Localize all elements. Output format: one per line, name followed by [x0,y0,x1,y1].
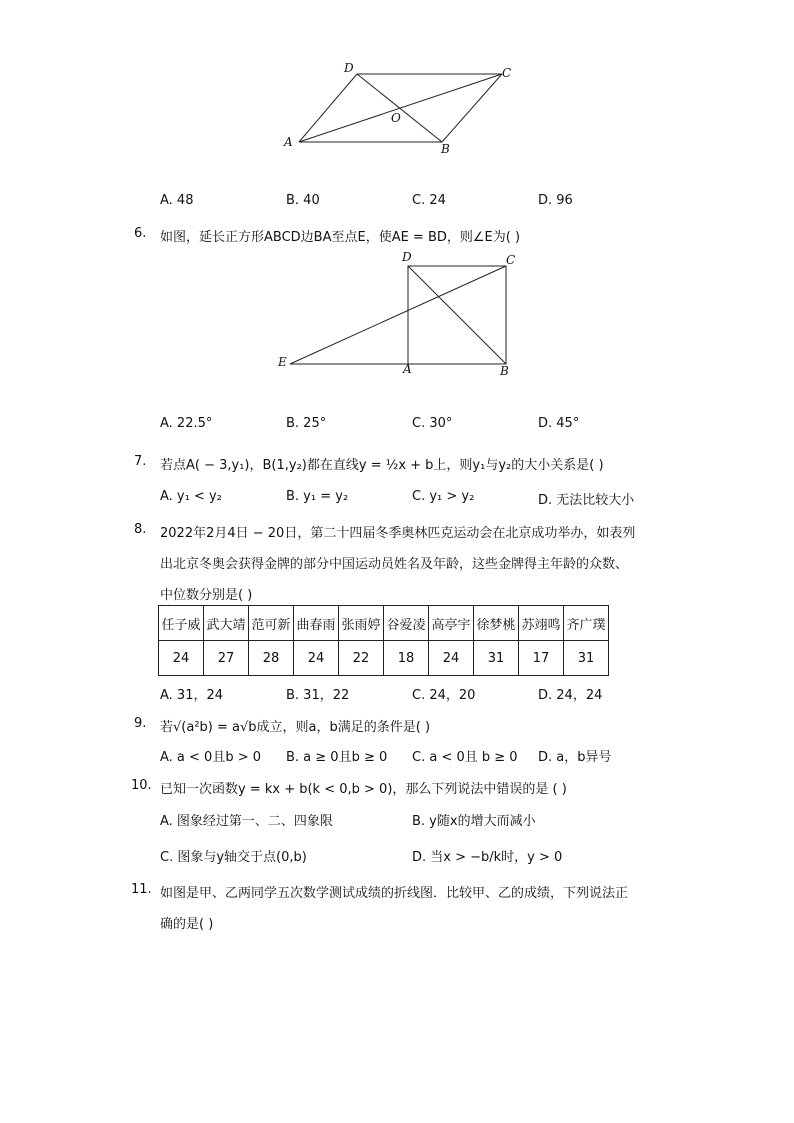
label-O: O [391,111,401,125]
q7-stem: 若点A( − 3,y₁)，B(1,y₂)都在直线y = ½x + b上，则y₁与y₂的大小关系是( ) [160,458,604,473]
label-C: C [502,66,512,80]
table-cell: 齐广璞 [564,606,609,641]
q6-option-d: D. 45° [538,416,580,431]
q7-option-a: A. y₁ < y₂ [160,489,222,504]
table-row-names [159,606,609,641]
label-B: B [441,142,450,156]
q7-option-b: B. y₁ = y₂ [286,489,349,504]
parallelogram-figure [270,55,530,165]
table-cell: 24 [159,641,204,676]
q11-stem-line-1: 如图是甲、乙两同学五次数学测试成绩的折线图．比较甲、乙的成绩，下列说法正 [160,886,629,901]
table-row-ages [159,641,609,676]
table-cell: 徐梦桃 [474,606,519,641]
q8-option-b: B. 31，22 [286,688,350,703]
table-cell: 曲春雨 [294,606,339,641]
label-D: D [344,61,354,75]
table-cell: 张雨婷 [339,606,384,641]
table-cell: 任子威 [159,606,204,641]
table-cell: 17 [519,641,564,676]
q10-option-c: C. 图象与y轴交于点(0,b) [160,850,307,865]
table-cell: 范可新 [249,606,294,641]
table-cell: 22 [339,641,384,676]
q5-option-d: D. 96 [538,193,573,208]
label-D: D [402,250,412,264]
label-A: A [284,135,293,149]
q11-number: 11. [131,882,152,897]
table-cell: 高亭宇 [429,606,474,641]
label-C: C [506,253,516,267]
table-cell: 24 [294,641,339,676]
athlete-age-table [158,605,609,676]
table-cell: 武大靖 [204,606,249,641]
table-cell: 18 [384,641,429,676]
q6-option-c: C. 30° [412,416,453,431]
q8-stem-line-2: 出北京冬奥会获得金牌的部分中国运动员姓名及年龄，这些金牌得主年龄的众数、 [160,557,629,572]
q10-stem: 已知一次函数y = kx + b(k < 0,b > 0)，那么下列说法中错误的是 ( ) [160,782,567,797]
q6-stem: 如图，延长正方形ABCD边BA至点E，使AE = BD，则∠E为( ) [160,230,521,245]
q8-stem-line-3: 中位数分别是( ) [160,588,253,603]
q6-option-b: B. 25° [286,416,327,431]
table-cell: 谷爱凌 [384,606,429,641]
square-figure [270,248,530,378]
q7-option-d: D. 无法比较大小 [538,493,635,508]
label-E: E [278,355,287,369]
table-cell: 31 [474,641,519,676]
table-cell: 27 [204,641,249,676]
q10-option-a: A. 图象经过第一、二、四象限 [160,814,333,829]
q9-option-d: D. a，b异号 [538,750,612,765]
q8-option-a: A. 31，24 [160,688,224,703]
q10-option-b: B. y随x的增大而减小 [412,814,536,829]
q8-stem-line-1: 2022年2月4日 − 20日，第二十四届冬季奥林匹克运动会在北京成功举办，如表列 [160,526,636,541]
q8-option-d: D. 24，24 [538,688,603,703]
q8-option-c: C. 24，20 [412,688,476,703]
q9-number: 9. [134,716,147,731]
q10-number: 10. [131,778,152,793]
table-cell: 苏翊鸣 [519,606,564,641]
q7-number: 7. [134,454,147,469]
table-cell: 31 [564,641,609,676]
q9-option-b: B. a ≥ 0且b ≥ 0 [286,750,388,765]
q7-option-c: C. y₁ > y₂ [412,489,475,504]
table-cell: 24 [429,641,474,676]
label-B: B [500,364,509,378]
q6-option-a: A. 22.5° [160,416,213,431]
q9-option-a: A. a < 0且b > 0 [160,750,262,765]
q8-number: 8. [134,522,147,537]
q5-option-c: C. 24 [412,193,446,208]
label-A: A [403,362,412,376]
table-cell: 28 [249,641,294,676]
q5-option-b: B. 40 [286,193,320,208]
q9-stem: 若√(a²b) = a√b成立，则a，b满足的条件是( ) [160,720,431,735]
q9-option-c: C. a < 0且 b ≥ 0 [412,750,518,765]
q5-option-a: A. 48 [160,193,194,208]
q6-number: 6. [134,226,147,241]
q11-stem-line-2: 确的是( ) [160,917,214,932]
q10-option-d: D. 当x > −b/k时，y > 0 [412,850,563,865]
